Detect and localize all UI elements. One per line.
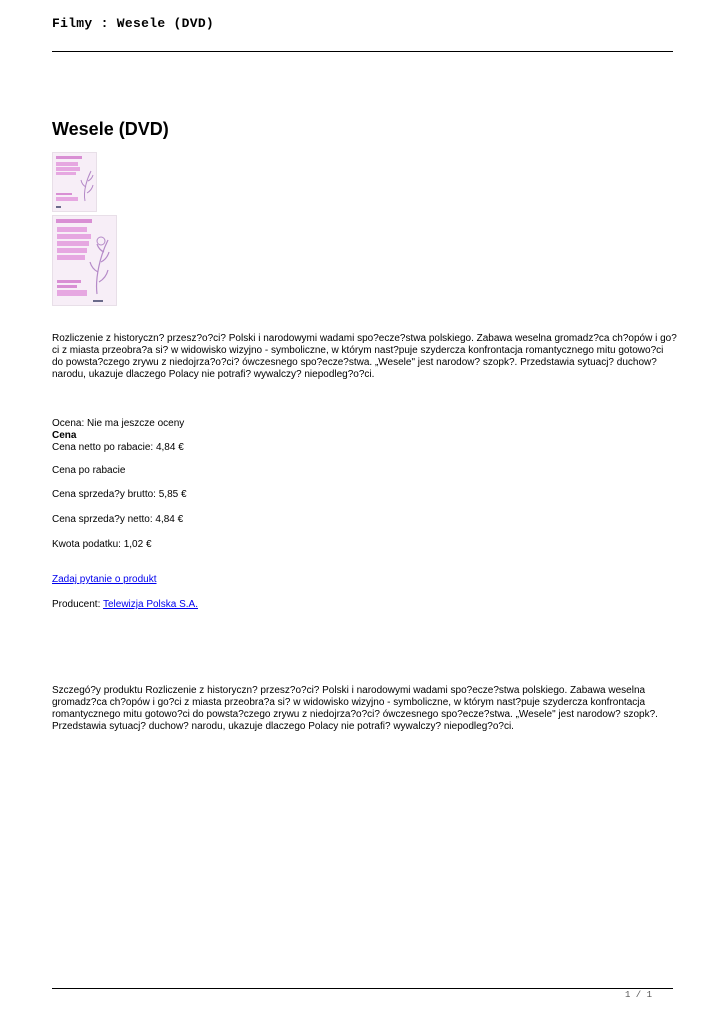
footer-divider [52,988,673,989]
product-description: Rozliczenie z historyczn? przesz?o?ci? Polski i narodowymi wadami spo?ecze?stwa polskiego. Zabawa weselna gromadz?ca ch?opów i go?ci z miasta przeobra?a si? w widowisko wizyjno - symboliczne, w którym nast?puje szydercza konfrontacja romantycznego mitu gotowo?ci do powsta?czego zrywu z niedojrza?o?ci? ówczesnego spo?ecze?stwa. „Wesele" jest narodow? szopk?. Przedstawia sytuacj? duchow? narodu, ukazuje dlaczego Polacy nie potrafi? wywalczy? niepodleg?o?ci. [52,333,677,380]
price-net-after-discount: Cena netto po rabacie: 4,84 € [52,442,184,453]
ask-question-link[interactable]: Zadaj pytanie o produkt [52,574,157,585]
producer-label: Producent: [52,599,103,610]
rating-text: Ocena: Nie ma jeszcze oceny [52,418,185,429]
price-gross: Cena sprzeda?y brutto: 5,85 € [52,489,187,500]
product-thumbnail-small[interactable] [52,152,97,212]
producer-link[interactable]: Telewizja Polska S.A. [102,599,199,610]
ask-question-row [52,574,677,586]
cover-art-icon [53,153,96,211]
header-title: Filmy : Wesele (DVD) [52,16,215,31]
product-thumbnail-large[interactable] [52,215,117,306]
product-details: Szczegó?y produktu Rozliczenie z historyczn? przesz?o?ci? Polski i narodowymi wadami spo?ecze?stwa polskiego. Zabawa weselna gromadz?ca ch?opów i go?ci z miasta przeobra?a si? w widowisko wizyjno - symboliczne, w którym nast?puje szydercza konfrontacja romantycznego mitu gotowo?ci do powsta?czego zrywu z niedojrza?o?ci? ówczesnego spo?ecze?stwa. „Wesele" jest narodow? szopk?. Przedstawia sytuacj? duchow? narodu, ukazuje dlaczego Polacy nie potrafi? wywalczy? niepodleg?o?ci. [52,685,658,732]
header-divider [52,51,673,52]
cover-art-icon [53,216,116,305]
price-net: Cena sprzeda?y netto: 4,84 € [52,514,184,525]
tax-amount: Kwota podatku: 1,02 € [52,539,152,550]
page-title: Wesele (DVD) [52,119,169,139]
price-header: Cena [52,430,77,441]
price-after-discount: Cena po rabacie [52,465,126,476]
page-number: 1 / 1 [625,990,653,1000]
producer-row [52,599,677,611]
